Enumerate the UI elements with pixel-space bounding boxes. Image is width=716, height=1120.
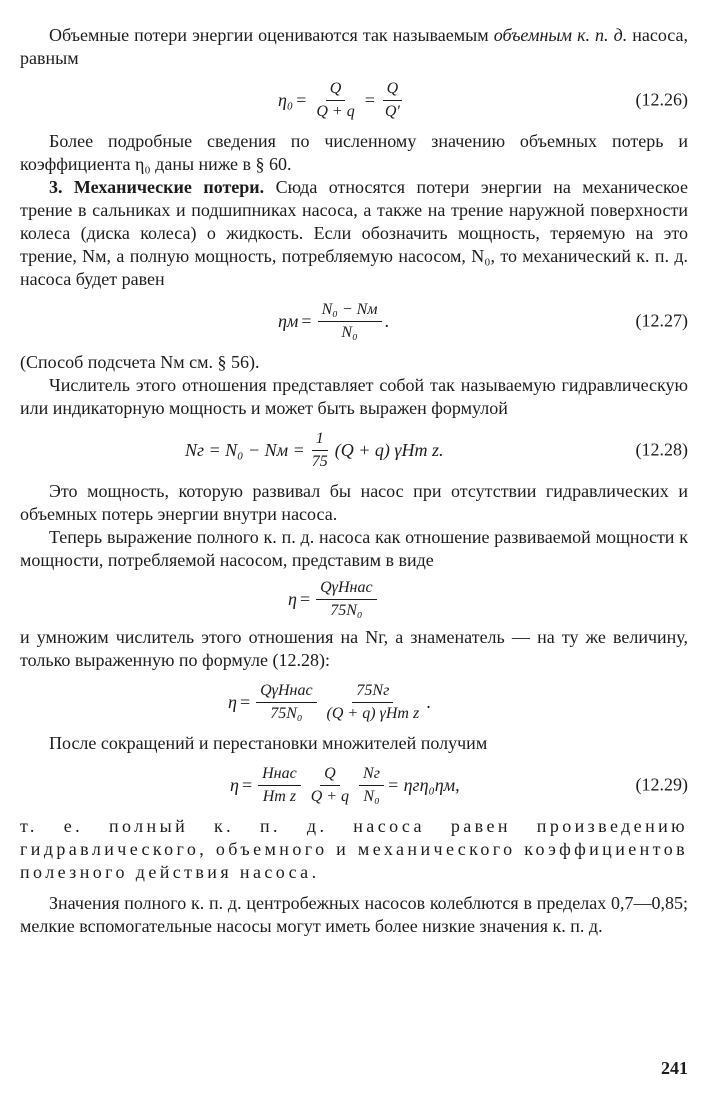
fraction: $\frac{Q}{Q + q}$	[310, 764, 350, 805]
eq-lhs: η	[230, 774, 239, 795]
fraction: $\frac{1}{75}$	[311, 429, 328, 470]
page-number: 241	[661, 1058, 688, 1078]
fraction: $\frac{\text{Hнас}}{\text{Hт z}}$	[258, 764, 301, 807]
paragraph-power-meaning: Это мощность, которую развивал бы насос при отсутствии гидравлических и объемных потерь энергии внутри насоса.	[20, 481, 688, 524]
italic-term: объемным к. п. д.	[493, 25, 628, 45]
equation-number: (12.28)	[635, 439, 688, 460]
section-heading: 3. Механические потери.	[49, 177, 265, 197]
equation-12-29: η = $\frac{\text{Hнас}}{\text{Hт z}}$ $\frac{Q}{Q + q}$ $\frac{Nг}{\text{N₀}}$ = ηгη₀ηм, (12.29)	[230, 764, 688, 805]
fraction: $\frac{\text{QγHнас}}{\text{75N₀}}$	[256, 681, 316, 724]
paragraph-method-note: (Способ подсчета Nм см. § 56).	[20, 352, 260, 372]
eq-rhs: (Q + q) γHт z.	[334, 439, 444, 460]
eq-lhs: η	[228, 691, 237, 712]
paragraph-volumetric-losses	[20, 24, 688, 70]
equation-expanded: η = $\frac{\text{QγHнас}}{\text{75N₀}}$ $\frac{75Nг}{\text{(Q + q) γHт z}}$ .	[228, 681, 431, 722]
equation-12-26: η₀ = $\frac{Q}{Q + q}$ = $\frac{Q}{Q'}$ (12.26)	[278, 79, 688, 120]
equation-number: (12.26)	[635, 89, 688, 110]
paragraph-product-statement: т. е. полный к. п. д. насоса равен произведению гидравлического, объемного и механического коэффициентов полезного действия насоса.	[20, 816, 688, 882]
eq-lhs: Nг = N₀ − Nм =	[185, 439, 305, 460]
equation-number: (12.27)	[635, 310, 688, 331]
text-run: Сюда относятся потери энергии на механическое трение в сальниках и подшипниках насоса, а также на трение наружной поверхности колеса (диска колеса) о жидкость. Если обозначить мощность, теряемую на это трение, Nм, а полную мощность, потребляемую насосом, N₀, то механический к. п. д. насоса будет равен	[20, 177, 688, 289]
paragraph-multiply: и умножим числитель этого отношения на Nг, а знаменатель — на ту же величину, только выраженную по формуле (12.28):	[20, 627, 688, 670]
eq-lhs: ηм	[278, 310, 299, 331]
text-run: Объемные потери энергии оцениваются так называемым	[49, 25, 494, 45]
eq-lhs: η₀	[278, 89, 294, 110]
equation-12-27: ηм = $\frac{\text{N₀ − Nм}}{\text{N₀}}$ . (12.27)	[278, 300, 688, 341]
fraction: $\frac{\text{N₀ − Nм}}{\text{N₀}}$	[318, 300, 382, 343]
fraction: $\frac{75Nг}{\text{(Q + q) γHт z}}$	[326, 681, 420, 722]
page-content	[20, 24, 688, 938]
equation-total-efficiency: η = $\frac{\text{QγHнас}}{\text{75N₀}}$	[20, 577, 688, 621]
paragraph-efficiency-values: Значения полного к. п. д. центробежных насосов колеблются в пределах 0,7—0,85; мелкие вспомогательные насосы могут иметь более низкие значения к. п. д.	[20, 893, 688, 936]
fraction: $\frac{Nг}{\text{N₀}}$	[359, 764, 384, 807]
paragraph-details: Более подробные сведения по численному значению объемных потерь и коэффициента η₀ даны ниже в § 60.	[20, 131, 688, 174]
eq-lhs: η	[288, 588, 297, 609]
fraction: $\frac{\text{QγHнас}}{\text{75N₀}}$	[316, 578, 376, 621]
eq-rhs: = ηгη₀ηм,	[386, 774, 460, 795]
paragraph-numerator: Числитель этого отношения представляет собой так называемую гидравлическую или индикаторную мощность и может быть выражен формулой	[20, 375, 688, 418]
paragraph-full-efficiency: Теперь выражение полного к. п. д. насоса как отношение развиваемой мощности к мощности, потребляемой насосом, представим в виде	[20, 527, 688, 570]
fraction: $\frac{Q}{Q'}$	[381, 79, 404, 122]
text-run: насоса, равным	[20, 25, 688, 68]
fraction: $\frac{Q}{Q + q}$	[316, 79, 355, 120]
paragraph-after-reduction: После сокращений и перестановки множителей получим	[49, 733, 488, 753]
paragraph-mechanical-losses	[20, 176, 688, 291]
equation-12-28	[20, 425, 688, 475]
equation-number: (12.29)	[635, 774, 688, 795]
